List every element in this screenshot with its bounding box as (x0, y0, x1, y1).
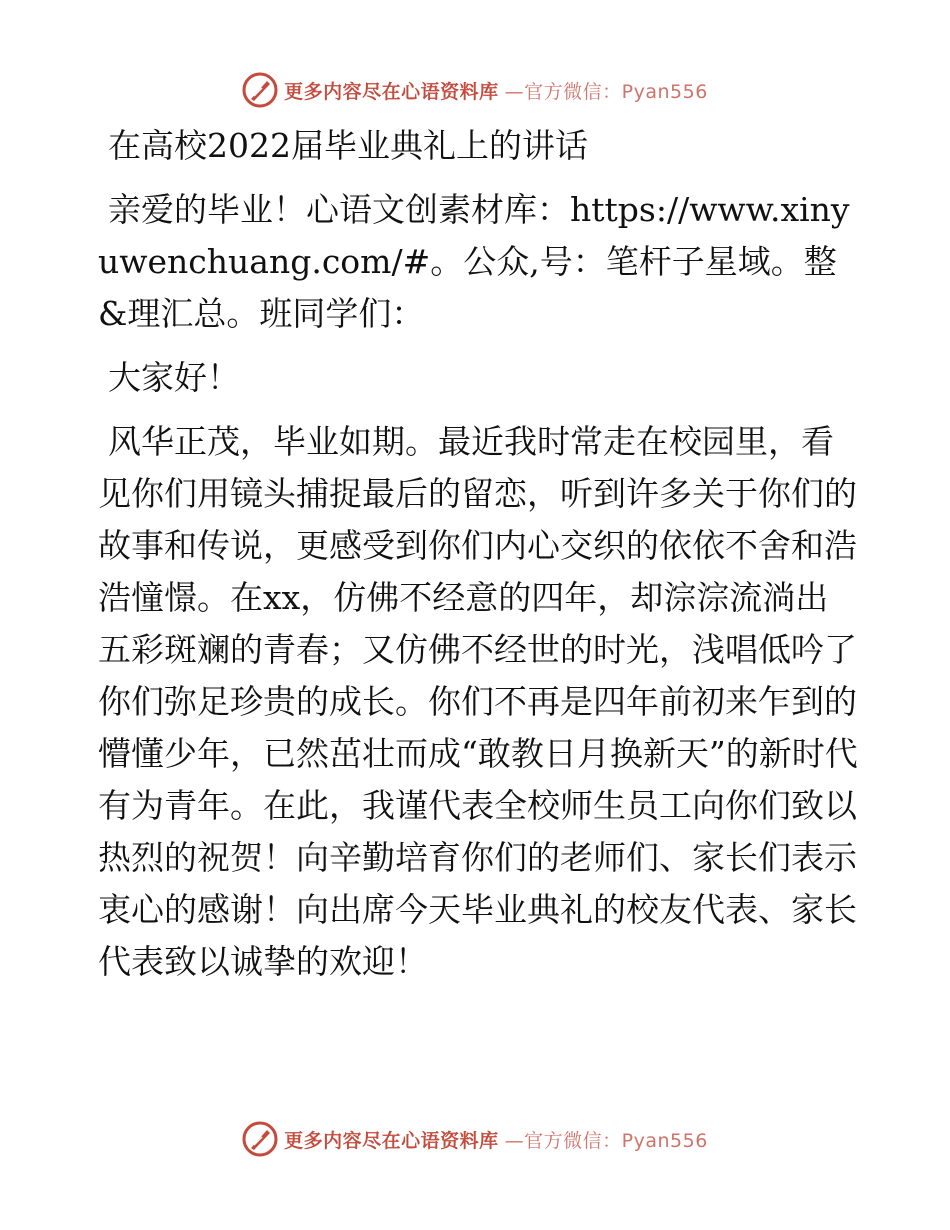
paragraph-main: 风华正茂，毕业如期。最近我时常走在校园里，看见你们用镜头捕捉最后的留恋，听到许多关于你们的故事和传说，更感受到你们内心交织的依依不舍和浩浩憧憬。在xx，仿佛不经意的四年，却淙淙流淌出五彩斑斓的青春；又仿佛不经世的时光，浅唱低吟了你们弥足珍贵的成长。你们不再是四年前初来乍到的懵懂少年，已然茁壮而成“敢教日月换新天”的新时代有为青年。在此，我谨代表全校师生员工向你们致以热烈的祝贺！向辛勤培育你们的老师们、家长们表示衷心的感谢！向出席今天毕业典礼的校友代表、家长代表致以诚挚的欢迎！ (98, 422, 858, 981)
header-slogan: 更多内容尽在心语资料库 (284, 80, 499, 103)
feather-pen-logo-icon (242, 1121, 278, 1157)
footer-watermark-banner (0, 1117, 950, 1161)
header-watermark-banner (0, 68, 950, 112)
footer-slogan: 更多内容尽在心语资料库 (284, 1129, 499, 1152)
paragraph-greeting: 亲爱的毕业！心语文创素材库：https://www.xinyuwenchuang.com/#。公众,号：笔杆子星域。整&理汇总。班同学们： (98, 190, 850, 333)
feather-pen-logo-icon (242, 72, 278, 108)
header-wechat-id: —官方微信：Pyan556 (504, 80, 708, 103)
footer-wechat-id: —官方微信：Pyan556 (504, 1129, 708, 1152)
paragraph-hello: 大家好！ (108, 358, 240, 397)
document-body (98, 120, 858, 1000)
document-title: 在高校2022届毕业典礼上的讲话 (108, 126, 588, 165)
